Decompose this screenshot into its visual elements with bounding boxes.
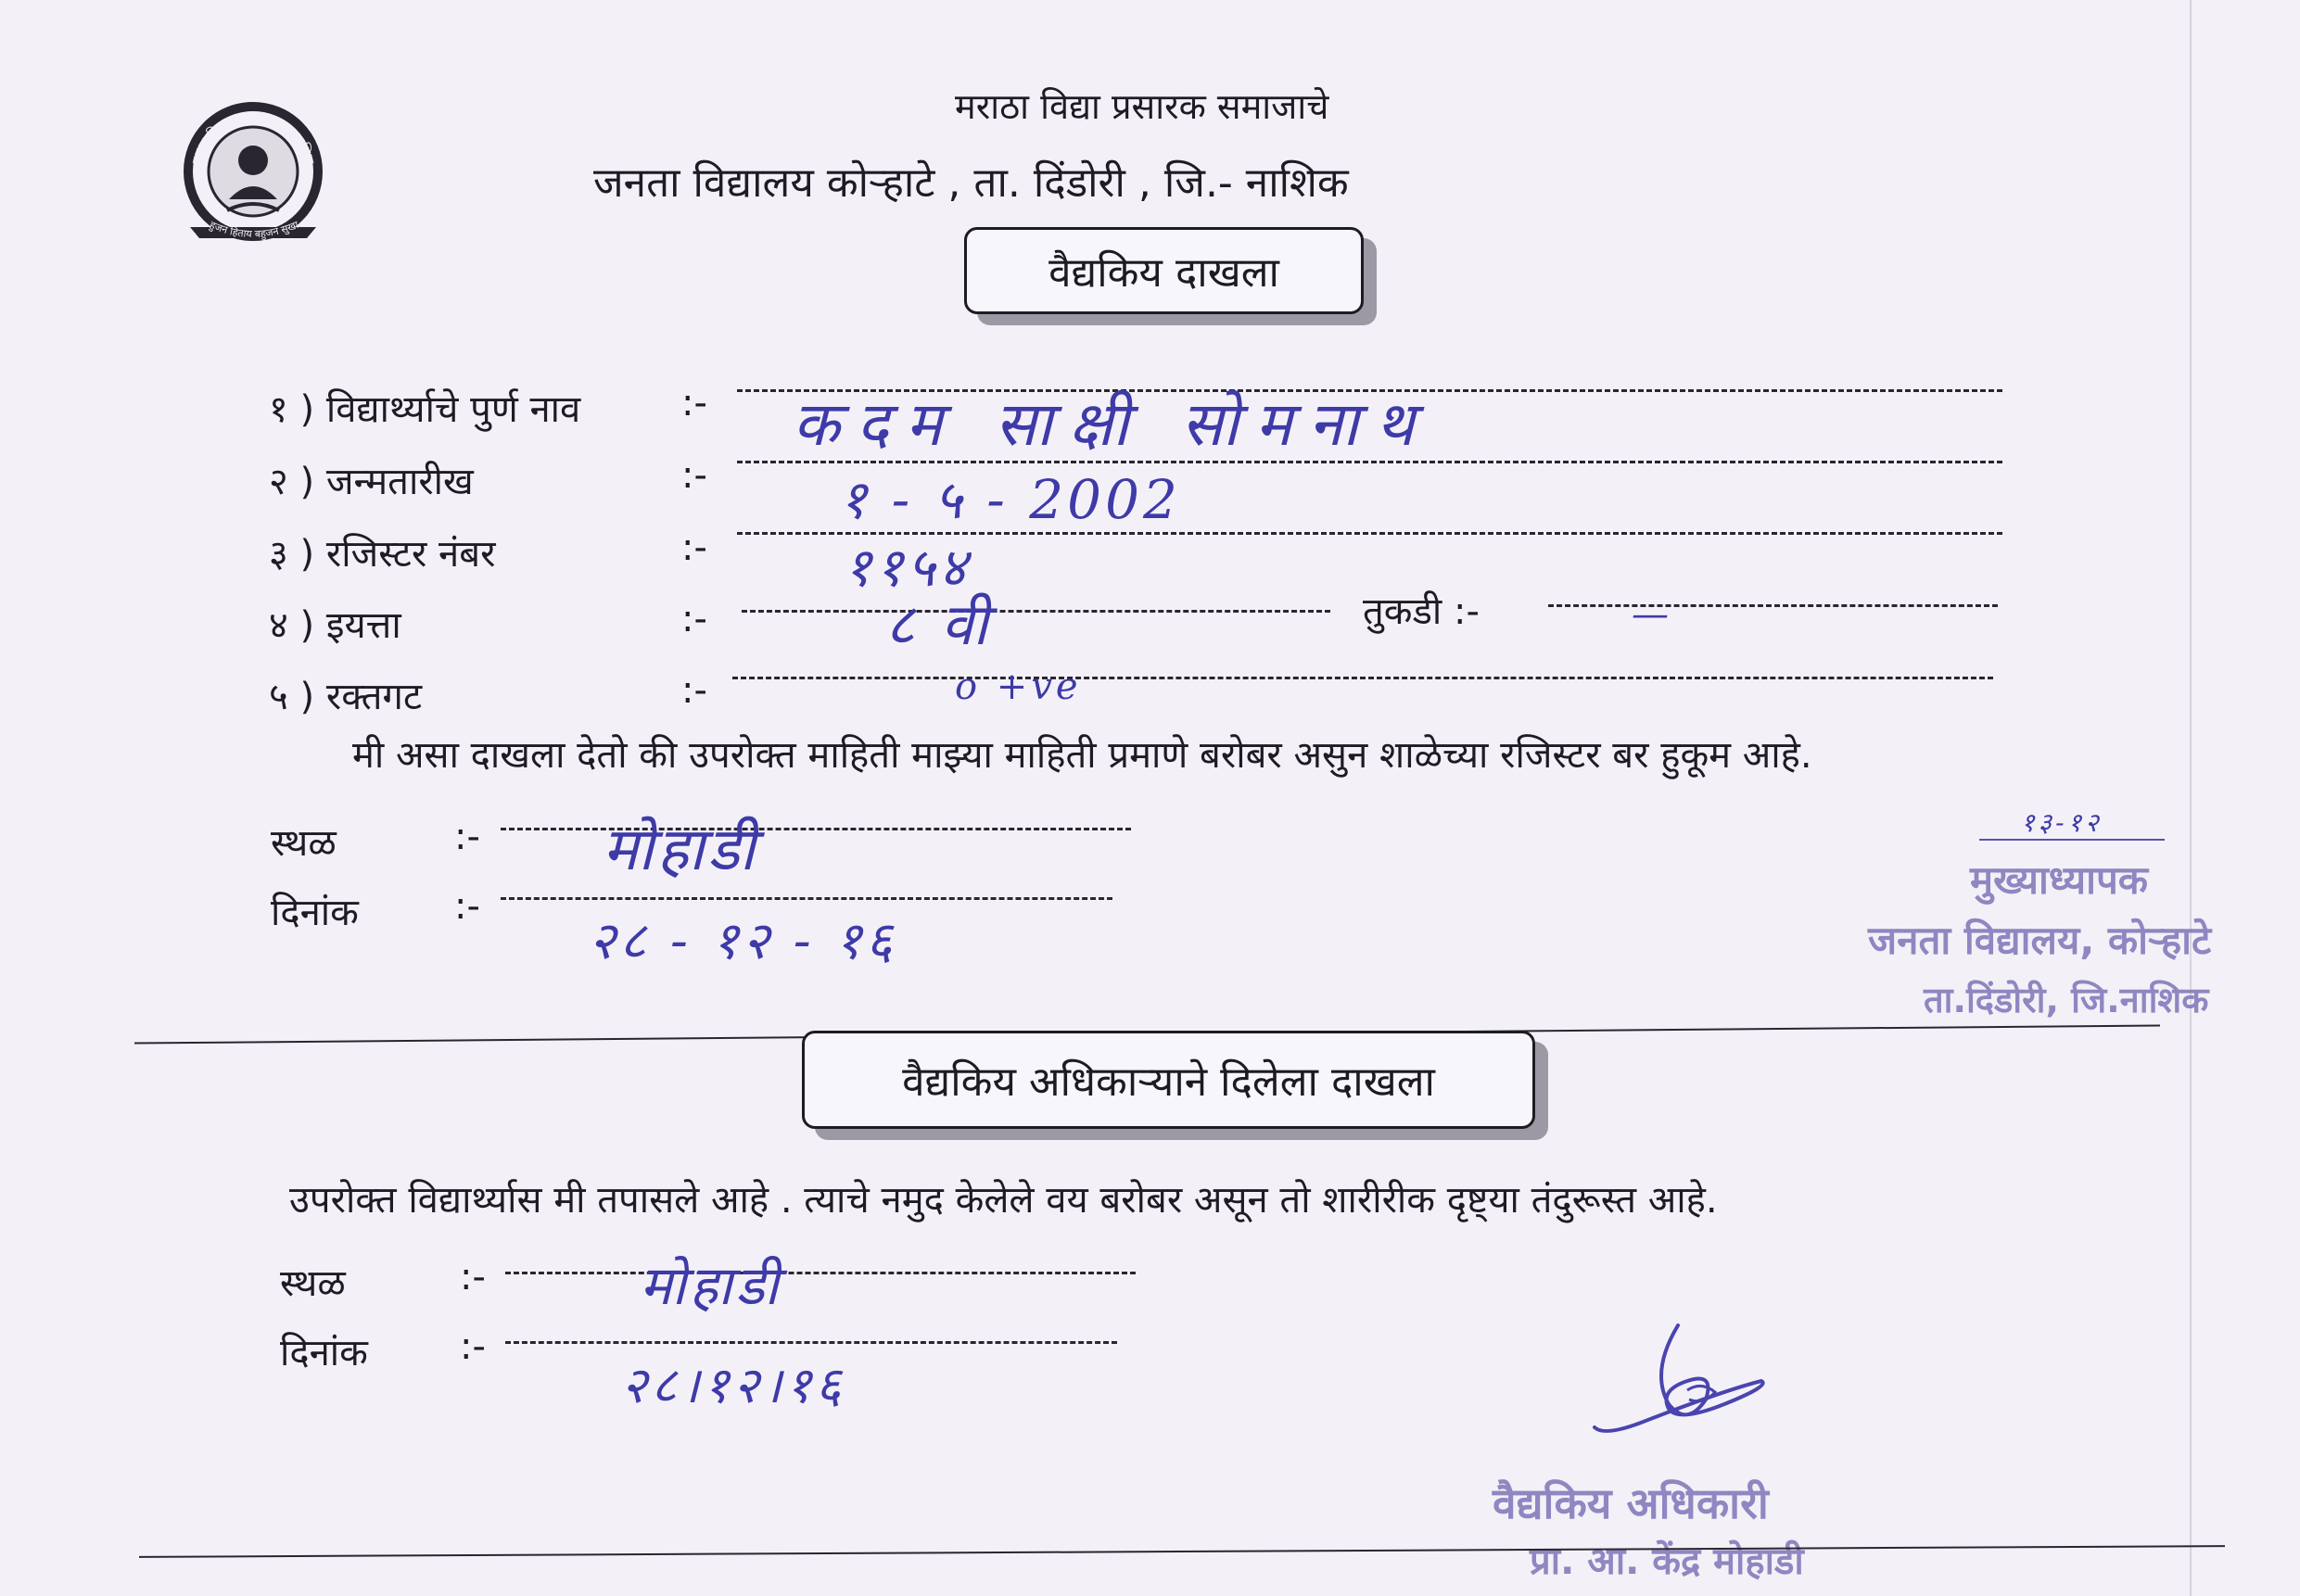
field-value-standard: ८ वी: [885, 590, 992, 658]
field-value-name: कदम साक्षी सोमनाथ: [793, 388, 1431, 460]
field-sep-bloodgroup: :-: [681, 669, 707, 712]
medical-statement: उपरोक्त विद्यार्थ्यास मी तपासले आहे . त्याचे नमुद केलेले वय बरोबर असून तो शारीरीक दृष्ट्या तंदुरूस्त आहे.: [289, 1179, 1718, 1222]
date-sep: :-: [454, 885, 480, 928]
place-sep: :-: [454, 816, 480, 858]
headmaster-stamp-line-3: ता.दिंडोरी, जि.नाशिक: [1924, 980, 2209, 1020]
seal-top-text: मराठा विद्या प्रसारक समाज नाशिक: [189, 108, 317, 166]
page-edge-line: [2190, 0, 2192, 1596]
field-label-standard: ४ ) इयत्ता: [269, 604, 401, 647]
field-label-register: ३ ) रजिस्टर नंबर: [269, 533, 496, 576]
field-line-bloodgroup: [732, 677, 1993, 679]
date-value: २८ - १२ - १६: [589, 911, 896, 971]
medical-title: वैद्यकिय अधिकाऱ्याने दिलेला दाखला: [902, 1058, 1435, 1106]
society-name: मराठा विद्या प्रसारक समाजाचे: [955, 86, 1329, 127]
field-value-register: ११५४: [844, 536, 971, 599]
medical-officer-signature: [1585, 1316, 1789, 1446]
place-line: [501, 828, 1131, 830]
medical-title-box: [802, 1031, 1535, 1129]
headmaster-signature: १३-१२: [2021, 807, 2103, 838]
field-label-dob: २ ) जन्मतारीख: [269, 461, 474, 503]
medical-date-sep: :-: [460, 1325, 486, 1368]
signature-underline: [1979, 839, 2165, 841]
school-name: जनता विद्यालय कोऱ्हाटे , ता. दिंडोरी , जि.- नाशिक: [593, 159, 1349, 207]
field-label-bloodgroup: ५ ) रक्तगट: [269, 676, 423, 718]
medical-date-line: [505, 1341, 1117, 1344]
medical-place-label: स्थळ: [280, 1262, 346, 1305]
seal-motto-text: हुजन हिताय बहुजन सुखा: [208, 218, 300, 241]
headmaster-stamp-line-2: जनता विद्यालय, कोऱ्हाटे: [1868, 918, 2212, 963]
division-line: [1548, 604, 1998, 607]
medical-place-sep: :-: [460, 1256, 486, 1298]
place-label: स्थळ: [271, 822, 337, 865]
seal-emblem-icon: [172, 88, 334, 250]
medical-date-value: २८।१२।१६: [621, 1356, 845, 1414]
medical-stamp-line-2: प्रा. आ. केंद्र मोहाडी: [1530, 1540, 1804, 1583]
date-line: [501, 897, 1112, 900]
bottom-divider: [139, 1545, 2225, 1558]
field-value-bloodgroup: o +ve: [955, 665, 1082, 708]
medical-date-label: दिनांक: [280, 1332, 368, 1374]
field-sep-register: :-: [681, 526, 707, 569]
field-line-standard: [742, 610, 1330, 613]
date-label: दिनांक: [271, 892, 359, 934]
declaration-text: मी असा दाखला देतो की उपरोक्त माहिती माझ्या माहिती प्रमाणे बरोबर असुन शाळेच्या रजिस्टर बर हुकूम आहे.: [352, 734, 1812, 777]
field-label-name: १ ) विद्यार्थ्याचे पुर्ण नाव: [269, 388, 581, 431]
place-value: मोहाडी: [603, 816, 759, 884]
medical-place-line: [505, 1272, 1136, 1274]
field-value-dob: १ - ५ - 2002: [839, 468, 1181, 531]
field-sep-standard: :-: [681, 598, 707, 640]
field-sep-name: :-: [681, 382, 707, 424]
headmaster-stamp-line-1: मुख्याध्यापक: [1970, 857, 2149, 903]
medical-place-value: मोहाडी: [640, 1254, 782, 1317]
division-label: तुकडी :-: [1363, 590, 1480, 633]
certificate-title: वैद्यकिय दाखला: [1048, 249, 1279, 297]
medical-stamp-line-1: वैद्यकिय अधिकारी: [1493, 1478, 1769, 1528]
division-value: —: [1632, 593, 1672, 636]
certificate-title-box: [964, 227, 1364, 314]
field-sep-dob: :-: [681, 454, 707, 497]
